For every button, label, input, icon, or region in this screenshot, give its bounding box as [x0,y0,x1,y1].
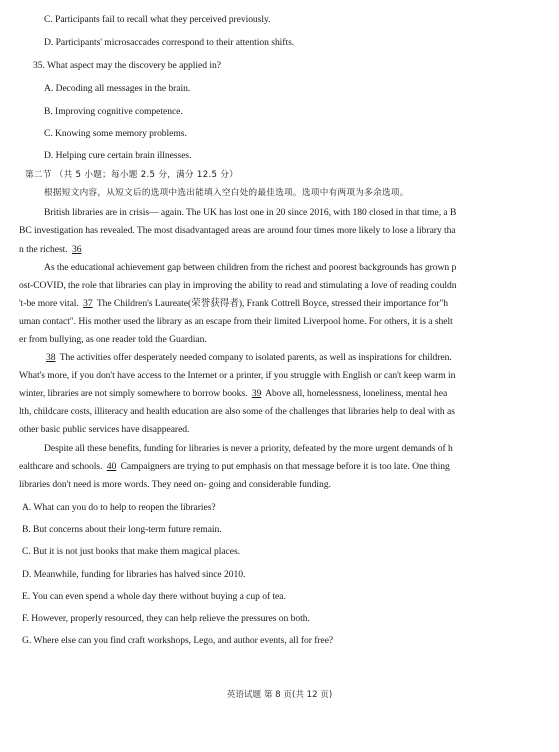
passage-text: n the richest. [19,244,68,255]
blank-38: 38 [46,352,56,363]
option-a: A. What can you do to help to reopen the libraries? [22,502,216,513]
passage-p3-line2: What's more, if you don't have access to the Internet or a printer, if you struggle with English or can't keep warm in [19,370,456,381]
passage-p4-line1: Despite all these benefits, funding for libraries is never a priority, defeated by the more urgent demands of h [44,443,453,454]
q35-option-c: C. Knowing some memory problems. [44,128,187,139]
passage-text: 't-be more vital. [19,298,79,309]
blank-40: 40 [106,461,117,472]
passage-p4-line2 [19,461,450,473]
section-instruction: 根据短文内容，从短文后的选项中选出能填入空白处的最佳选项。选项中有两项为多余选项。 [44,188,409,198]
section-heading: 第二节 （共 5 小题；每小题 2.5 分，满分 12.5 分） [25,170,239,180]
option-e: E. You can even spend a whole day there without buying a cup of tea. [22,591,286,602]
passage-p2-line3 [19,298,448,310]
passage-text: Above all, homelessness, loneliness, mental hea [265,388,448,399]
passage-p3-line3 [19,388,447,400]
passage-p1-line1: British libraries are in crisis— again. The UK has lost one in 20 since 2016, with 180 closed in that time, a B [44,207,457,218]
passage-p1-line3 [19,244,83,256]
blank-39: 39 [251,388,262,399]
passage-text: The Children's Laureate(荣誉获得者), Frank Cottrell Boyce, stressed their importance for"h [96,298,449,309]
option-c: C. But it is not just books that make them magical places. [22,546,240,557]
passage-p4-line3: libraries don't need is more words. They need on- going and considerable funding. [19,479,331,490]
passage-p1-line2: BC investigation has revealed. The most disadvantaged areas are around four times more likely to lose a library tha [19,225,456,236]
passage-p2-line4: uman contact". His mother used the library as an escape from their limited Liverpool home. For others, it is a shelt [19,316,453,327]
passage-p3-line1 [44,352,452,364]
option-f: F. However, properly resourced, they can help relieve the pressures on both. [22,613,310,624]
q35-option-b: B. Improving cognitive competence. [44,106,183,117]
option-d: D. Meanwhile, funding for libraries has halved since 2010. [22,569,246,580]
passage-text: ealthcare and schools. [19,461,103,472]
q34-option-d: D. Participants' microsaccades correspond to their attention shifts. [44,37,295,48]
option-b: B. But concerns about their long-term future remain. [22,524,222,535]
passage-p3-line5: other basic public services have disappeared. [19,424,190,435]
option-g: G. Where else can you find craft workshops, Lego, and author events, all for free? [22,635,334,646]
blank-36: 36 [71,244,82,255]
passage-p3-line4: lth, childcare costs, illiteracy and health education are also some of the challenges that libraries help to deal with as [19,406,455,417]
passage-p2-line5: er from bullying, as one reader told the Guardian. [19,334,207,345]
q35-option-a: A. Decoding all messages in the brain. [44,83,191,94]
q35-stem: 35. What aspect may the discovery be applied in? [33,60,221,71]
q34-option-c: C. Participants fail to recall what they perceived previously. [44,14,271,25]
passage-text: winter, libraries are not simply somewhere to borrow books. [19,388,248,399]
passage-p2-line1: As the educational achievement gap between children from the richest and poorest backgrounds has grown p [44,262,457,273]
q35-option-d: D. Helping cure certain brain illnesses. [44,150,192,161]
passage-p2-line2: ost-COVID, the role that libraries can play in improving the ability to read and stimulating a love of reading couldn [19,280,457,291]
passage-text: Campaigners are trying to put emphasis on that message before it is too late. One thing [120,461,450,472]
page-footer: 英语试题 第 8 页(共 12 页) [226,690,333,700]
blank-37: 37 [83,298,93,309]
passage-text: The activities offer desperately needed company to isolated parents, as well as inspirations for children. [59,352,452,363]
